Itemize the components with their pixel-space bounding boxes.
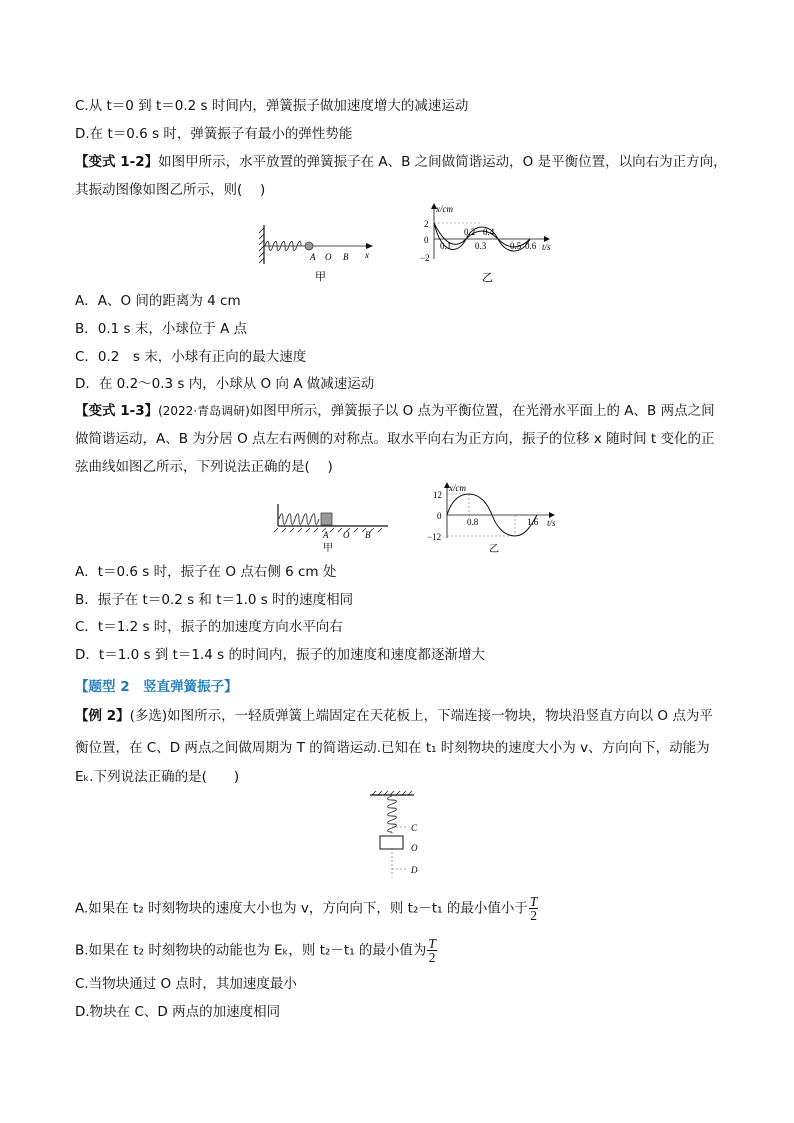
v12-jia-point-b: B	[343, 252, 349, 262]
v13-yi-ylabel: x/cm	[449, 483, 466, 493]
ex2-fig-point-c: C	[411, 823, 418, 833]
v12-option-c: C．0.2 s 末，小球有正向的最大速度	[75, 349, 307, 365]
v13-yi-ytick-neg12: −12	[427, 532, 442, 542]
v12-figure-yi	[420, 203, 560, 285]
v12-stem1: 如图甲所示，水平放置的弹簧振子在 A、B 之间做简谐运动，O 是平衡位置，以向右为正方向，	[158, 154, 727, 170]
v13-figure-yi	[427, 482, 567, 560]
ex2-label: 【例 2】	[75, 708, 130, 724]
ex2-stem-line1	[75, 706, 713, 726]
v13-yi-xtick-1-6: 1.6	[527, 517, 539, 527]
v13-jia-point-a: A	[323, 530, 329, 540]
ex2-option-a-fraction: $\frac{T}{2}$	[529, 894, 538, 923]
v12-yi-ytick-2: 2	[424, 219, 429, 229]
v12-yi-ytick-0: 0	[424, 235, 429, 245]
q1-option-d: D.在 t＝0.6 s 时，弹簧振子有最小的弹性势能	[75, 126, 353, 142]
v12-yi-ytick-neg2: −2	[420, 253, 430, 263]
v12-option-d: D．在 0.2～0.3 s 内，小球从 O 向 A 做减速运动	[75, 376, 375, 392]
v12-yi-xlabel: t/s	[542, 242, 551, 252]
ex2-stem-line2: 衡位置，在 C、D 两点之间做周期为 T 的简谐运动.已知在 t₁ 时刻物块的速度大小为 v、方向向下，动能为	[75, 740, 710, 756]
v13-yi-ytick-0: 0	[437, 511, 442, 521]
ex2-option-d: D.物块在 C、D 两点的加速度相同	[75, 1004, 281, 1020]
v12-option-a: A．A、O 间的距离为 4 cm	[75, 293, 241, 309]
v13-yi-xlabel: t/s	[547, 518, 556, 528]
v13-option-a: A．t＝0.6 s 时，振子在 O 点右侧 6 cm 处	[75, 564, 337, 580]
v12-yi-bottom-label-2: 0.5	[510, 241, 522, 251]
v12-jia-point-a: A	[310, 252, 316, 262]
q1-option-c: C.从 t＝0 到 t＝0.2 s 时间内，弹簧振子做加速度增大的减速运动	[75, 98, 469, 114]
v13-option-b: B．振子在 t＝0.2 s 和 t＝1.0 s 时的速度相同	[75, 592, 354, 608]
v13-jia-caption: 甲	[323, 543, 333, 554]
v12-yi-bottom-label-0: 0.1	[440, 241, 452, 251]
ex2-option-b-fraction: $\frac{T}{2}$	[428, 936, 436, 965]
ex2-option-a	[75, 895, 538, 922]
v13-yi-caption: 乙	[489, 544, 499, 555]
v12-yi-top-label-0: 0.2	[464, 227, 476, 237]
v13-jia-point-o: O	[343, 530, 350, 540]
v13-stem-line3: 弦曲线如图乙所示，下列说法正确的是( )	[75, 459, 333, 475]
v13-option-d: D．t＝1.0 s 到 t＝1.4 s 的时间内，振子的加速度和速度都逐渐增大	[75, 647, 485, 663]
v12-stem-line2: 其振动图像如图乙所示，则( )	[75, 182, 266, 198]
v12-yi-caption: 乙	[482, 272, 493, 284]
v13-stem-line2: 做简谐运动，A、B 为分居 O 点左右两侧的对称点。取水平向右为正方向，振子的位移 x 随时间 t 变化的正	[75, 431, 715, 447]
ex2-option-a-text: A.如果在 t₂ 时刻物块的速度大小也为 v，方向向下，则 t₂－t₁ 的最小值小于	[75, 900, 528, 917]
v13-stem-line1	[75, 401, 715, 421]
v12-yi-top-label-1: 0.4	[483, 227, 495, 237]
ex2-fig-point-o: O	[411, 843, 418, 853]
ex2-option-b	[75, 937, 437, 964]
v12-figure-jia	[255, 222, 369, 284]
ex2-option-b-text: B.如果在 t₂ 时刻物块的动能也为 Eₖ，则 t₂－t₁ 的最小值为	[75, 942, 427, 959]
v12-yi-ylabel: x/cm	[436, 204, 453, 214]
v13-source: (2022·青岛调研)	[158, 404, 250, 418]
v12-stem-line1	[75, 152, 727, 172]
v13-label: 【变式 1-3】	[75, 403, 159, 419]
v13-option-c: C．t＝1.2 s 时，振子的加速度方向水平向右	[75, 619, 343, 635]
v12-jia-axis-x: x	[365, 250, 369, 260]
v12-jia-caption: 甲	[315, 271, 326, 283]
v13-figure-jia	[272, 500, 392, 556]
ex2-stem1: (多选)如图所示，一轻质弹簧上端固定在天花板上，下端连接一物块，物块沿竖直方向以 O 点为平	[129, 708, 713, 724]
v13-jia-point-b: B	[365, 530, 371, 540]
v12-option-b: B．0.1 s 末，小球位于 A 点	[75, 321, 248, 337]
ex2-stem-line3: Eₖ.下列说法正确的是( )	[75, 769, 240, 785]
ex2-figure-vertical-spring	[368, 791, 428, 881]
v13-yi-ytick-12: 12	[433, 490, 442, 500]
ex2-fig-point-d: D	[411, 865, 418, 875]
v13-stem1: 如图甲所示，弹簧振子以 O 点为平衡位置，在光滑水平面上的 A、B 两点之间	[249, 403, 715, 419]
v12-jia-point-o: O	[325, 252, 332, 262]
v12-yi-bottom-label-3: 0.6	[525, 241, 537, 251]
ex2-option-c: C.当物块通过 O 点时，其加速度最小	[75, 976, 297, 992]
type2-heading: 【题型 2 竖直弹簧振子】	[75, 679, 238, 695]
v12-yi-bottom-label-1: 0.3	[475, 241, 487, 251]
v12-label: 【变式 1-2】	[75, 154, 159, 170]
v13-yi-xtick-0-8: 0.8	[467, 517, 479, 527]
